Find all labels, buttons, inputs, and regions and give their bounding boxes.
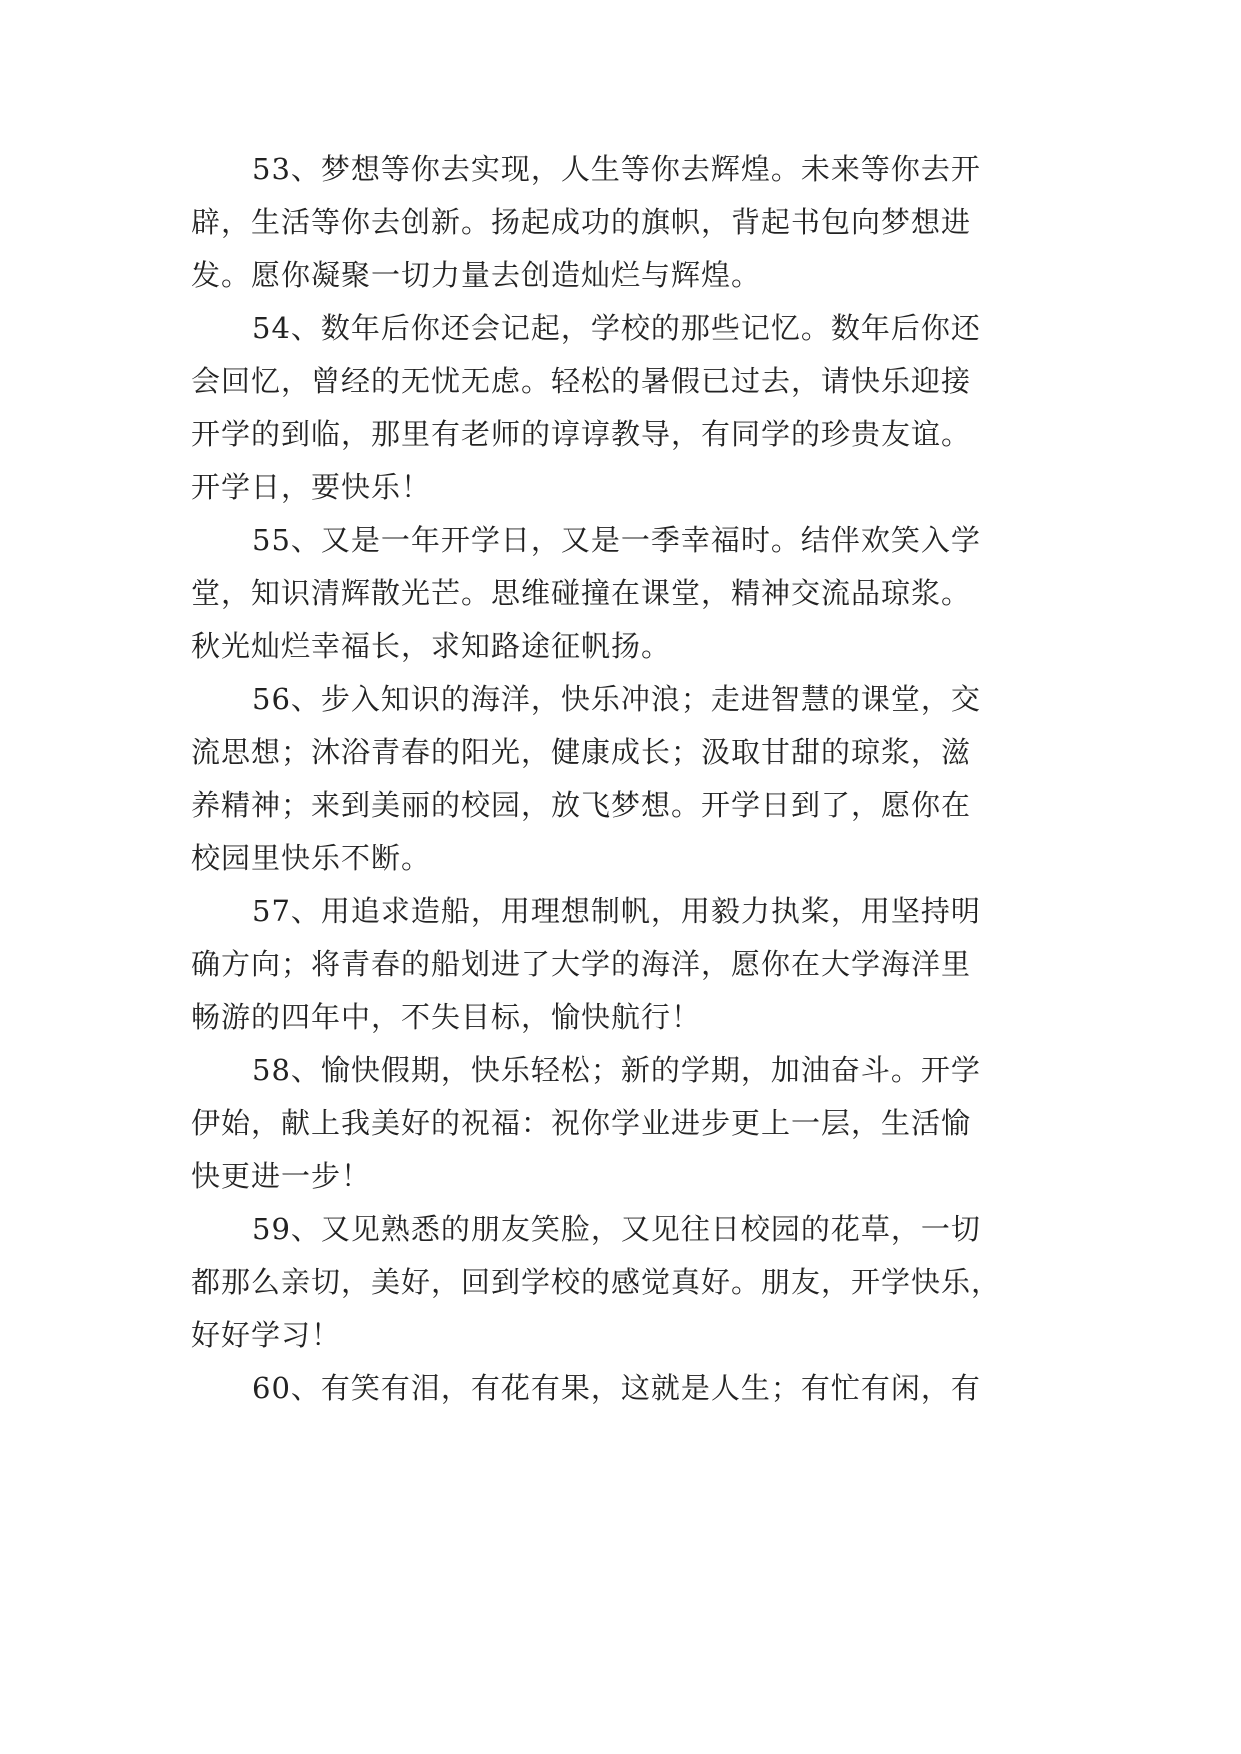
text-line: 畅游的四年中，不失目标，愉快航行！ [191, 1000, 702, 1034]
text-line: 56、步入知识的海洋，快乐冲浪；走进智慧的课堂，交 [252, 682, 981, 716]
text-line: 53、梦想等你去实现，人生等你去辉煌。未来等你去开 [252, 152, 981, 186]
text-line: 养精神；来到美丽的校园，放飞梦想。开学日到了，愿你在 [191, 788, 972, 822]
text-line: 发。愿你凝聚一切力量去创造灿烂与辉煌。 [191, 258, 762, 292]
text-line: 确方向；将青春的船划进了大学的海洋，愿你在大学海洋里 [191, 947, 972, 981]
text-line: 59、又见熟悉的朋友笑脸，又见往日校园的花草，一切 [252, 1212, 981, 1246]
text-line: 58、愉快假期，快乐轻松；新的学期，加油奋斗。开学 [252, 1053, 981, 1087]
text-line: 都那么亲切，美好，回到学校的感觉真好。朋友，开学快乐， [191, 1265, 1002, 1299]
text-line: 54、数年后你还会记起，学校的那些记忆。数年后你还 [252, 311, 981, 345]
text-line: 会回忆，曾经的无忧无虑。轻松的暑假已过去，请快乐迎接 [191, 364, 972, 398]
text-line: 堂，知识清辉散光芒。思维碰撞在课堂，精神交流品琼浆。 [191, 576, 972, 610]
text-line: 57、用追求造船，用理想制帆，用毅力执桨，用坚持明 [252, 894, 981, 928]
text-line: 流思想；沐浴青春的阳光，健康成长；汲取甘甜的琼浆，滋 [191, 735, 972, 769]
text-line: 55、又是一年开学日，又是一季幸福时。结伴欢笑入学 [252, 523, 981, 557]
text-line: 校园里快乐不断。 [191, 841, 432, 875]
text-line: 伊始，献上我美好的祝福：祝你学业进步更上一层，生活愉 [191, 1106, 972, 1140]
text-line: 辟，生活等你去创新。扬起成功的旗帜，背起书包向梦想进 [191, 205, 972, 239]
text-line: 秋光灿烂幸福长，求知路途征帆扬。 [191, 629, 672, 663]
text-line: 开学日，要快乐！ [191, 470, 432, 504]
text-line: 快更进一步！ [191, 1159, 372, 1193]
text-line: 60、有笑有泪，有花有果，这就是人生；有忙有闲，有 [252, 1371, 981, 1405]
text-line: 好好学习！ [191, 1318, 342, 1352]
text-line: 开学的到临，那里有老师的谆谆教导，有同学的珍贵友谊。 [191, 417, 972, 451]
